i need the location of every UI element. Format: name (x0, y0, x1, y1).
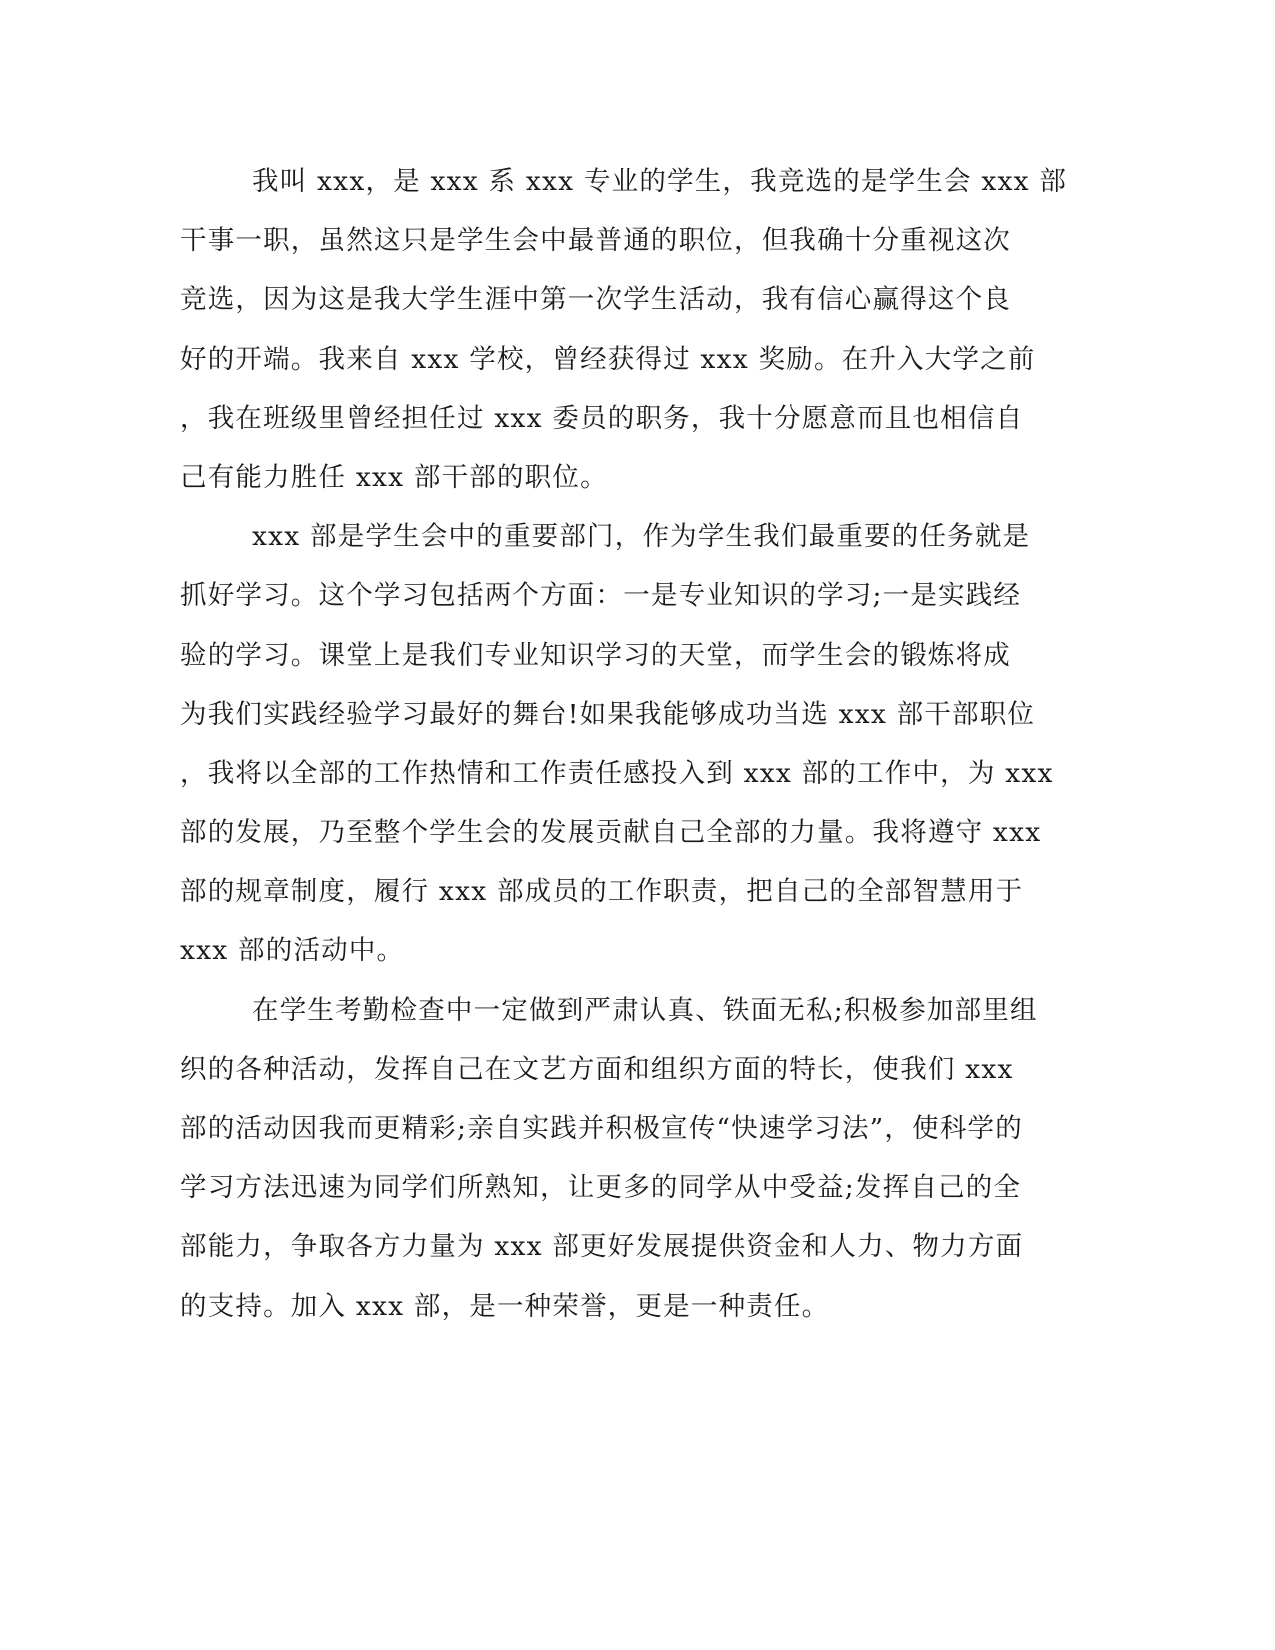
text-line: 好的开端。我来自 xxx 学校，曾经获得过 xxx 奖励。在升入大学之前 (180, 343, 1036, 375)
text-line: 己有能力胜任 xxx 部干部的职位。 (180, 461, 608, 493)
text-line: 织的各种活动，发挥自己在文艺方面和组织方面的特长，使我们 xxx (180, 1053, 1014, 1085)
text-line: 抓好学习。这个学习包括两个方面：一是专业知识的学习;一是实践经 (180, 580, 1022, 612)
text-line: xxx 部的活动中。 (180, 935, 405, 967)
text-line: 在学生考勤检查中一定做到严肃认真、铁面无私;积极参加部里组 (252, 994, 1038, 1026)
paragraph-1 (180, 152, 1068, 507)
text-line: 部能力，争取各方力量为 xxx 部更好发展提供资金和人力、物力方面 (180, 1231, 1024, 1263)
text-line: 部的规章制度，履行 xxx 部成员的工作职责，把自己的全部智慧用于 (180, 876, 1024, 908)
text-line: 部的活动因我而更精彩;亲自实践并积极宣传“快速学习法”，使科学的 (180, 1113, 1023, 1144)
text-line: 我叫 xxx，是 xxx 系 xxx 专业的学生，我竞选的是学生会 xxx 部 (252, 166, 1068, 197)
text-line: 竞选，因为这是我大学生涯中第一次学生活动，我有信心赢得这个良 (180, 284, 1011, 316)
text-line: 验的学习。课堂上是我们专业知识学习的天堂，而学生会的锻炼将成 (180, 639, 1011, 671)
text-line: 干事一职，虽然这只是学生会中最普通的职位，但我确十分重视这次 (180, 225, 1011, 257)
document-body (180, 152, 1068, 1336)
text-line: 部的发展，乃至整个学生会的发展贡献自己全部的力量。我将遵守 xxx (180, 817, 1042, 849)
text-line: 的支持。加入 xxx 部，是一种荣誉，更是一种责任。 (180, 1290, 830, 1322)
text-line: ，我在班级里曾经担任过 xxx 委员的职务，我十分愿意而且也相信自 (180, 402, 1024, 434)
text-line: 为我们实践经验学习最好的舞台!如果我能够成功当选 xxx 部干部职位 (180, 698, 1036, 730)
text-line: xxx 部是学生会中的重要部门，作为学生我们最重要的任务就是 (252, 521, 1031, 553)
text-line: ，我将以全部的工作热情和工作责任感投入到 xxx 部的工作中，为 xxx (180, 757, 1054, 789)
paragraph-2 (180, 507, 1054, 981)
text-line: 学习方法迅速为同学们所熟知，让更多的同学从中受益;发挥自己的全 (180, 1172, 1022, 1204)
paragraph-3 (180, 981, 1040, 1336)
